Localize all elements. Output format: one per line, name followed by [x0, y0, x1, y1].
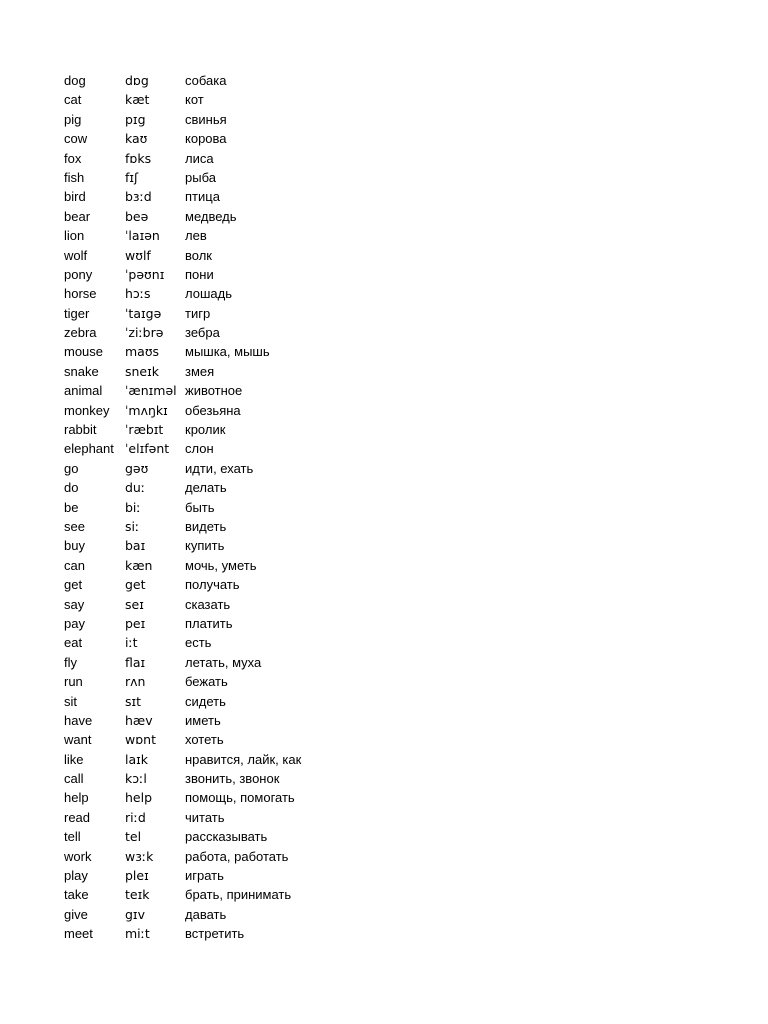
transcription: gɪv [125, 906, 145, 922]
english-word: get [64, 577, 83, 593]
transcription: ˈziːbrə [125, 325, 164, 341]
vocabulary-row [64, 110, 445, 129]
russian-translation: делать [185, 480, 227, 496]
vocabulary-row [64, 246, 445, 265]
russian-translation: обезьяна [185, 402, 241, 418]
transcription: teɪk [125, 887, 150, 903]
transcription: kæn [125, 557, 153, 573]
transcription: kaʊ [125, 131, 148, 147]
transcription: rʌn [125, 674, 146, 690]
english-word: call [64, 771, 84, 787]
vocabulary-row [64, 149, 445, 168]
vocabulary-row [64, 439, 445, 458]
transcription: bɜːd [125, 189, 152, 205]
transcription: beə [125, 208, 149, 224]
vocabulary-row [64, 788, 445, 807]
transcription: kæt [125, 92, 150, 108]
vocabulary-row [64, 595, 445, 614]
russian-translation: иметь [185, 712, 221, 728]
english-word: zebra [64, 325, 97, 341]
english-word: give [64, 906, 88, 922]
english-word: sit [64, 693, 77, 709]
russian-translation: лев [185, 228, 207, 244]
vocabulary-row [64, 614, 445, 633]
transcription: pleɪ [125, 868, 149, 884]
russian-translation: брать, принимать [185, 887, 292, 903]
vocabulary-row [64, 129, 445, 148]
transcription: iːt [125, 635, 138, 651]
transcription: maʊs [125, 344, 160, 360]
russian-translation: мочь, уметь [185, 557, 257, 573]
transcription: pɪg [125, 111, 146, 127]
russian-translation: лиса [185, 150, 214, 166]
russian-translation: корова [185, 131, 227, 147]
english-word: say [64, 596, 85, 612]
vocabulary-row [64, 401, 445, 420]
russian-translation: пони [185, 266, 214, 282]
english-word: take [64, 887, 89, 903]
russian-translation: лошадь [185, 286, 232, 302]
english-word: bear [64, 208, 91, 224]
vocabulary-row [64, 633, 445, 652]
russian-translation: получать [185, 577, 240, 593]
english-word: eat [64, 635, 83, 651]
russian-translation: работа, работать [185, 848, 289, 864]
russian-translation: слон [185, 441, 214, 457]
russian-translation: медведь [185, 208, 237, 224]
english-word: bird [64, 189, 86, 205]
russian-translation: быть [185, 499, 215, 515]
transcription: fɒks [125, 150, 152, 166]
vocabulary-row [64, 323, 445, 342]
russian-translation: читать [185, 809, 225, 825]
transcription: ˈænɪməl [125, 383, 177, 399]
vocabulary-row [64, 808, 445, 827]
transcription: ˈræbɪt [125, 422, 164, 438]
russian-translation: животное [185, 383, 243, 399]
english-word: fox [64, 150, 82, 166]
russian-translation: волк [185, 247, 212, 263]
vocabulary-row [64, 517, 445, 536]
vocabulary-row [64, 556, 445, 575]
transcription: wʊlf [125, 247, 151, 263]
transcription: hɔːs [125, 286, 151, 302]
transcription: peɪ [125, 615, 146, 631]
english-word: fly [64, 654, 77, 670]
vocabulary-row [64, 769, 445, 788]
russian-translation: свинья [185, 111, 227, 127]
russian-translation: кролик [185, 422, 226, 438]
russian-translation: сидеть [185, 693, 226, 709]
english-word: work [64, 848, 92, 864]
transcription: wɒnt [125, 732, 156, 748]
english-word: do [64, 480, 79, 496]
english-word: help [64, 790, 89, 806]
english-word: tiger [64, 305, 90, 321]
vocabulary-row [64, 226, 445, 245]
vocabulary-row [64, 847, 445, 866]
russian-translation: змея [185, 363, 215, 379]
transcription: sɪt [125, 693, 142, 709]
vocabulary-row [64, 692, 445, 711]
russian-translation: кот [185, 92, 204, 108]
transcription: laɪk [125, 751, 149, 767]
english-word: buy [64, 538, 85, 554]
transcription: ˈlaɪən [125, 228, 160, 244]
english-word: dog [64, 73, 86, 88]
transcription: ˈpəʊnɪ [125, 266, 165, 282]
vocabulary-row [64, 575, 445, 594]
russian-translation: видеть [185, 518, 227, 534]
russian-translation: мышка, мышь [185, 344, 270, 360]
vocabulary-row [64, 265, 445, 284]
transcription: seɪ [125, 596, 144, 612]
english-word: play [64, 868, 88, 884]
russian-translation: летать, муха [185, 654, 262, 670]
vocabulary-row [64, 711, 445, 730]
russian-translation: нравится, лайк, как [185, 751, 302, 767]
russian-translation: бежать [185, 674, 228, 690]
english-word: tell [64, 829, 81, 845]
english-word: monkey [64, 402, 110, 418]
vocabulary-row [64, 71, 445, 90]
russian-translation: птица [185, 189, 220, 205]
transcription: tel [125, 829, 142, 845]
transcription: siː [125, 518, 140, 534]
vocabulary-row [64, 672, 445, 691]
english-word: lion [64, 228, 85, 244]
russian-translation: хотеть [185, 732, 224, 748]
transcription: wɜːk [125, 848, 154, 864]
english-word: rabbit [64, 422, 97, 438]
vocabulary-row [64, 90, 445, 109]
english-word: elephant [64, 441, 114, 457]
english-word: horse [64, 286, 97, 302]
russian-translation: помощь, помогать [185, 790, 295, 806]
russian-translation: сказать [185, 596, 231, 612]
english-word: snake [64, 363, 99, 379]
transcription: get [125, 577, 146, 593]
english-word: like [64, 751, 84, 767]
vocabulary-row [64, 536, 445, 555]
english-word: pig [64, 111, 82, 127]
vocabulary-row [64, 924, 445, 943]
vocabulary-row [64, 362, 445, 381]
vocabulary-row [64, 730, 445, 749]
russian-translation: платить [185, 615, 233, 631]
vocabulary-row [64, 207, 445, 226]
transcription: baɪ [125, 538, 146, 554]
transcription: fɪʃ [125, 169, 139, 185]
english-word: see [64, 518, 85, 534]
english-word: be [64, 499, 79, 515]
vocabulary-row [64, 168, 445, 187]
english-word: have [64, 712, 93, 728]
vocabulary-row [64, 750, 445, 769]
vocabulary-row [64, 827, 445, 846]
transcription: gəʊ [125, 460, 149, 476]
transcription: biː [125, 499, 141, 515]
english-word: cat [64, 92, 82, 108]
transcription: duː [125, 480, 146, 496]
english-word: pony [64, 266, 93, 282]
transcription: flaɪ [125, 654, 146, 670]
vocabulary-row [64, 653, 445, 672]
vocabulary-row [64, 420, 445, 439]
transcription: help [125, 790, 153, 806]
english-word: cow [64, 131, 88, 147]
russian-translation: зебра [185, 325, 220, 341]
russian-translation: давать [185, 906, 227, 922]
english-word: can [64, 557, 85, 573]
transcription: ˈelɪfənt [125, 441, 170, 457]
russian-translation: играть [185, 868, 224, 884]
english-word: mouse [64, 344, 104, 360]
transcription: ˈmʌŋkɪ [125, 402, 168, 418]
transcription: dɒg [125, 73, 149, 88]
russian-translation: есть [185, 635, 212, 651]
vocabulary-row [64, 459, 445, 478]
vocabulary-row [64, 187, 445, 206]
russian-translation: тигр [185, 305, 211, 321]
english-word: read [64, 809, 91, 825]
vocabulary-row [64, 381, 445, 400]
transcription: sneɪk [125, 363, 160, 379]
russian-translation: встретить [185, 926, 245, 942]
transcription: hæv [125, 712, 153, 728]
english-word: wolf [64, 247, 88, 263]
russian-translation: идти, ехать [185, 460, 254, 476]
english-word: pay [64, 615, 85, 631]
vocabulary-row [64, 498, 445, 517]
vocabulary-row [64, 304, 445, 323]
english-word: want [64, 732, 92, 748]
russian-translation: звонить, звонок [185, 771, 280, 787]
english-word: run [64, 674, 83, 690]
transcription: ˈtaɪgə [125, 305, 162, 321]
transcription: kɔːl [125, 771, 147, 787]
english-word: animal [64, 383, 103, 399]
russian-translation: рыба [185, 169, 216, 185]
vocabulary-row [64, 905, 445, 924]
transcription: riːd [125, 809, 146, 825]
vocabulary-row [64, 885, 445, 904]
english-word: fish [64, 169, 85, 185]
russian-translation: купить [185, 538, 225, 554]
vocabulary-row [64, 866, 445, 885]
vocabulary-row [64, 284, 445, 303]
english-word: go [64, 460, 79, 476]
vocabulary-row [64, 478, 445, 497]
russian-translation: рассказывать [185, 829, 268, 845]
vocabulary-table [64, 71, 445, 944]
vocabulary-row [64, 342, 445, 361]
transcription: miːt [125, 926, 150, 942]
english-word: meet [64, 926, 93, 942]
russian-translation: собака [185, 73, 227, 88]
